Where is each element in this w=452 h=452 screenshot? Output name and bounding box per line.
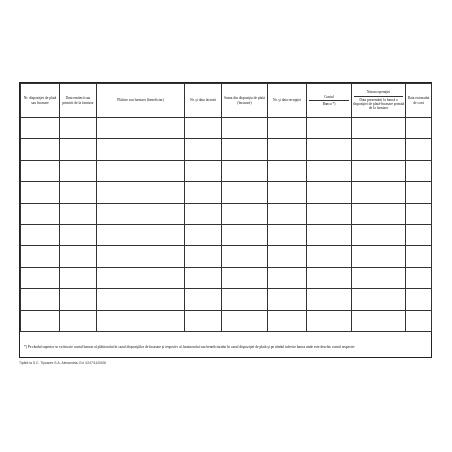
col-header-invoice: Nr. şi data facturii [185,84,222,118]
table-cell[interactable] [97,160,185,181]
register-table [20,83,432,332]
printer-credit: Tipărit la S.C. Tipoarex S.A. Alexandria, Ed. 0247/11/0006 [19,361,106,365]
col-header-reception: Nr. şi data recepţiei [268,84,307,118]
table-cell[interactable] [352,160,406,181]
table-cell[interactable] [307,289,352,310]
table-cell[interactable] [406,139,432,160]
table-body [21,118,432,332]
table-cell[interactable] [60,203,97,224]
table-cell[interactable] [21,310,60,331]
table-cell[interactable] [97,310,185,331]
table-cell[interactable] [268,118,307,139]
table-row [21,203,432,224]
table-cell[interactable] [307,310,352,331]
table-cell[interactable] [352,139,406,160]
table-cell[interactable] [185,310,222,331]
table-cell[interactable] [268,224,307,245]
table-cell[interactable] [21,246,60,267]
presentation-date-label: Data prezentării la bancă a dispoziţiei de plată-încasare primită de la furnizor [352,97,405,111]
table-cell[interactable] [352,224,406,245]
table-row [21,246,432,267]
table-row [21,289,432,310]
footnote: *) Pe rândul superior se va înscrie contul bancar al plătitorului în cazul dispoziţiilor de încasare şi respectiv al furnizorului sau beneficiarului în cazul dispoziţiei de plată şi pe rândul inferior banca unde este deschis contul respectiv [24,345,355,349]
col-header-disposition-number: Nr. dispoziţiei de plată sau încasare [21,84,60,118]
col-header-issue-date: Data emiterii sau primirii de la furnizor [60,84,97,118]
table-cell[interactable] [185,160,222,181]
table-cell[interactable] [222,289,268,310]
table-cell[interactable] [60,118,97,139]
header-row [21,84,432,118]
table-cell[interactable] [307,203,352,224]
table-cell[interactable] [185,246,222,267]
table-cell[interactable] [21,203,60,224]
table-cell[interactable] [21,182,60,203]
table-cell[interactable] [406,224,432,245]
table-cell[interactable] [406,246,432,267]
table-cell[interactable] [307,139,352,160]
table-cell[interactable] [406,182,432,203]
account-label: Contul [309,95,349,101]
table-cell[interactable] [97,182,185,203]
table-cell[interactable] [222,267,268,288]
table-cell[interactable] [185,224,222,245]
table-cell[interactable] [185,139,222,160]
table-cell[interactable] [60,139,97,160]
col-header-account [307,84,352,118]
table-cell[interactable] [352,118,406,139]
table-cell[interactable] [97,118,185,139]
table-cell[interactable] [406,118,432,139]
table-cell[interactable] [352,267,406,288]
table-cell[interactable] [21,224,60,245]
table-cell[interactable] [222,139,268,160]
col-header-statement-date: Data extrasului de cont [406,84,432,118]
table-cell[interactable] [21,160,60,181]
table-cell[interactable] [406,203,432,224]
table-cell[interactable] [406,267,432,288]
table-cell[interactable] [21,289,60,310]
table-row [21,310,432,331]
table-cell[interactable] [268,182,307,203]
table-cell[interactable] [268,160,307,181]
table-cell[interactable] [21,139,60,160]
table-cell[interactable] [60,182,97,203]
table-cell[interactable] [21,267,60,288]
table-cell[interactable] [406,289,432,310]
table-cell[interactable] [97,289,185,310]
col-header-operation [352,84,406,118]
table-cell[interactable] [97,267,185,288]
table-cell[interactable] [185,289,222,310]
table-cell[interactable] [60,289,97,310]
operation-type-label: Natura operaţiei [354,90,403,96]
table-cell[interactable] [222,246,268,267]
table-row [21,139,432,160]
table-cell[interactable] [307,246,352,267]
table-cell[interactable] [406,310,432,331]
table-cell[interactable] [352,310,406,331]
table-row [21,118,432,139]
table-cell[interactable] [352,182,406,203]
table-cell[interactable] [406,160,432,181]
table-cell[interactable] [60,160,97,181]
table-cell[interactable] [307,160,352,181]
payment-register-form [19,82,432,358]
table-cell[interactable] [60,267,97,288]
table-row [21,182,432,203]
table-cell[interactable] [97,203,185,224]
table-cell[interactable] [222,224,268,245]
table-cell[interactable] [268,267,307,288]
table-cell[interactable] [97,224,185,245]
table-cell[interactable] [268,139,307,160]
table-cell[interactable] [222,182,268,203]
bank-label: Banca *) [322,102,336,106]
table-cell[interactable] [222,118,268,139]
table-row [21,224,432,245]
table-cell[interactable] [97,139,185,160]
table-cell[interactable] [268,310,307,331]
table-cell[interactable] [60,310,97,331]
table-cell[interactable] [352,246,406,267]
table-cell[interactable] [268,246,307,267]
table-row [21,267,432,288]
table-cell[interactable] [307,182,352,203]
table-cell[interactable] [222,203,268,224]
table-cell[interactable] [21,118,60,139]
table-cell[interactable] [185,267,222,288]
table-cell[interactable] [268,289,307,310]
table-cell[interactable] [307,118,352,139]
table-cell[interactable] [97,246,185,267]
table-cell[interactable] [60,224,97,245]
table-cell[interactable] [222,310,268,331]
table-cell[interactable] [185,182,222,203]
table-cell[interactable] [307,267,352,288]
table-row [21,160,432,181]
table-cell[interactable] [185,203,222,224]
table-cell[interactable] [222,160,268,181]
table-cell[interactable] [185,118,222,139]
col-header-amount: Suma din dispoziţia de plată (încasare) [222,84,268,118]
col-header-payer: Plătitor sau furnizor (beneficiar) [97,84,185,118]
table-cell[interactable] [268,203,307,224]
table-cell[interactable] [352,203,406,224]
table-cell[interactable] [307,224,352,245]
table-cell[interactable] [60,246,97,267]
table-cell[interactable] [352,289,406,310]
